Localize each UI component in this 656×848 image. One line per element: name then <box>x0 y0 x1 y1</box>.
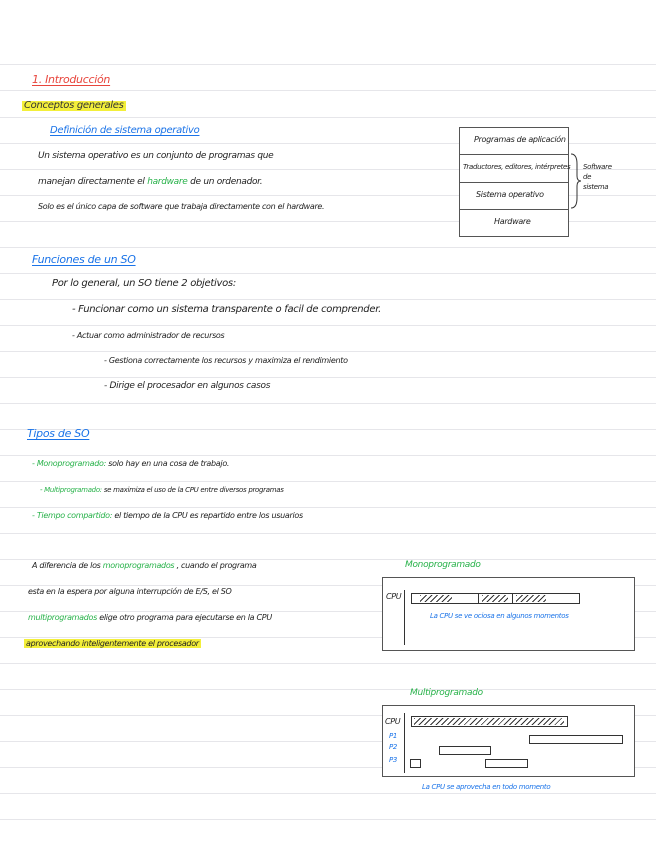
tipo-multi-text: se maximiza el uso de la CPU entre diversos programas <box>103 486 284 494</box>
section-title: 1. Introducción <box>32 73 111 86</box>
p2-bar <box>439 746 491 755</box>
p1-bar <box>529 735 623 744</box>
layer-hardware: Hardware <box>494 217 531 226</box>
multi-row-p2: P2 <box>389 743 398 751</box>
section-subtitle: Conceptos generales <box>24 100 124 111</box>
brace-icon <box>569 152 583 210</box>
definition-line-2-text: manejan directamente el <box>38 177 145 187</box>
funciones-bullet-4: - Dirige el procesador en algunos casos <box>104 381 271 391</box>
diff-line-1-a: A diferencia de los <box>32 561 101 570</box>
funciones-bullet-1: - Funcionar como un sistema transparente o facil de comprender. <box>72 304 381 315</box>
multi-caption: La CPU se aprovecha en todo momento <box>422 783 551 791</box>
diff-line-1 <box>32 562 257 570</box>
hardware-term: hardware <box>147 177 188 187</box>
definition-line-1: Un sistema operativo es un conjunto de programas que <box>38 151 274 161</box>
funciones-bullet-2: - Actuar como administrador de recursos <box>72 331 225 340</box>
mono-cpu-bar <box>411 593 580 604</box>
tipo-mono-text: solo hay en una cosa de trabajo. <box>108 459 230 468</box>
tipo-tiempo <box>32 512 303 520</box>
diff-line-4 <box>24 640 201 648</box>
definition-line-3: Solo es el único capa de software que trabaja directamente con el hardware. <box>38 202 325 211</box>
definition-heading: Definición de sistema operativo <box>50 125 200 136</box>
definition-line-2-end: de un ordenador. <box>190 177 263 187</box>
diff-line-2: esta en la espera por alguna interrupción de E/S, el SO <box>28 587 232 596</box>
multi-row-p3: P3 <box>389 756 398 764</box>
tipo-tiempo-label: - Tiempo compartido: <box>32 511 113 520</box>
layer-applications: Programas de aplicación <box>474 135 566 144</box>
mono-caption: La CPU se ve ociosa en algunos momentos <box>430 612 569 620</box>
diff-line-1-b: , cuando el programa <box>176 561 257 570</box>
p3-bar-a <box>410 759 421 768</box>
layer-translators: Traductores, editores, intérpretes <box>463 163 571 171</box>
p3-bar-b <box>485 759 528 768</box>
definition-line-2 <box>38 178 262 187</box>
tipo-mono-label: - Monoprogramado: <box>32 459 106 468</box>
diff-line-3-b: elige otro programa para ejecutarse en la CPU <box>99 613 272 622</box>
funciones-bullet-3: - Gestiona correctamente los recursos y maximiza el rendimiento <box>104 356 348 365</box>
mono-title: Monoprogramado <box>405 560 481 570</box>
layer-os: Sistema operativo <box>476 190 544 199</box>
brace-label: Software de sistema <box>583 163 612 191</box>
diff-multi-term: multiprogramados <box>28 613 98 622</box>
tipo-multi-label: - Multiprogramado: <box>40 486 102 494</box>
diff-line-3 <box>28 614 272 622</box>
funciones-intro: Por lo general, un SO tiene 2 objetivos: <box>52 278 236 289</box>
multi-row-p1: P1 <box>389 732 398 740</box>
multi-title: Multiprogramado <box>410 688 483 698</box>
tipo-tiempo-text: el tiempo de la CPU es repartido entre los usuarios <box>114 511 303 520</box>
tipo-multi <box>40 487 284 494</box>
funciones-heading: Funciones de un SO <box>32 253 136 266</box>
diff-highlight: aprovechando inteligentemente el procesador <box>26 639 199 648</box>
multi-cpu-bar <box>411 716 568 727</box>
mono-cpu-label: CPU <box>386 592 402 601</box>
multi-cpu-label: CPU <box>385 717 401 726</box>
diff-mono-term: monoprogramados <box>102 561 175 570</box>
tipos-heading: Tipos de SO <box>27 427 90 440</box>
tipo-mono <box>32 460 229 468</box>
